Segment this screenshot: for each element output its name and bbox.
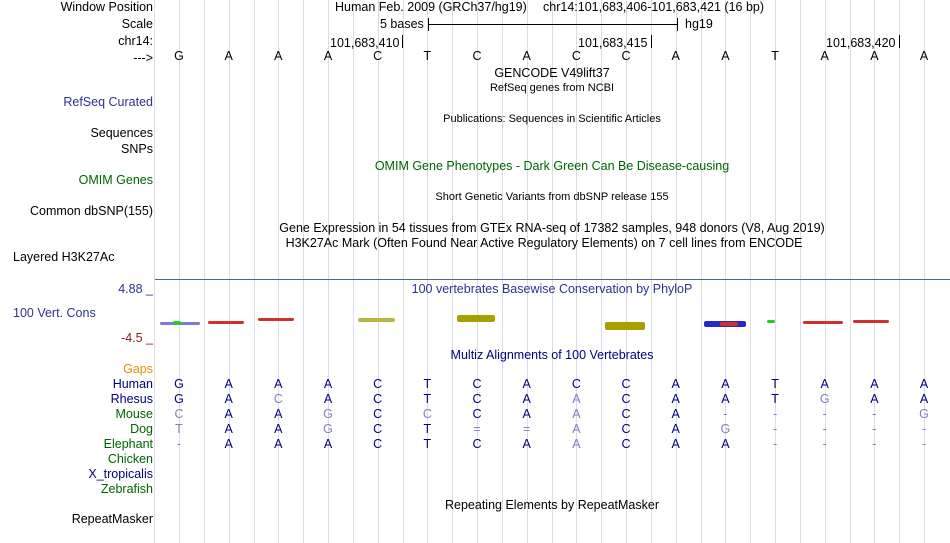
gaps-track-label[interactable]: Gaps <box>123 362 153 376</box>
alignment-base-elephant: C <box>373 437 383 451</box>
grid-line <box>229 0 230 543</box>
grid-line <box>750 0 751 543</box>
alignment-base-elephant: A <box>721 437 730 451</box>
alignment-base-mouse: G <box>323 407 333 421</box>
alignment-base-rhesus: T <box>771 392 779 406</box>
alignment-base-mouse: C <box>472 407 482 421</box>
chrom-label: chr14: <box>118 34 153 48</box>
alignment-base-elephant: C <box>621 437 631 451</box>
scale-bar-right-tick <box>677 18 678 31</box>
scale-bar <box>428 24 677 25</box>
alignment-base-human: C <box>571 377 581 391</box>
alignment-base-elephant: - <box>176 437 182 451</box>
base-letter: A <box>919 49 929 63</box>
alignment-base-rhesus: A <box>323 392 333 406</box>
repeatmasker-track-label[interactable]: RepeatMasker <box>71 512 153 526</box>
alignment-base-dog: T <box>423 422 432 436</box>
alignment-base-rhesus: C <box>472 392 482 406</box>
position-label: chr14:101,683,406-101,683,421 (16 bp) <box>543 0 765 14</box>
alignment-base-mouse: A <box>671 407 680 421</box>
phylop-min-label: -4.5 _ <box>121 331 153 345</box>
grid-line <box>204 0 205 543</box>
species-label-chicken[interactable]: Chicken <box>107 452 153 466</box>
alignment-base-elephant: T <box>423 437 432 451</box>
scale-label: Scale <box>121 17 153 31</box>
phylop-track-desc: 100 vertebrates Basewise Conservation by PhyloP <box>411 282 693 296</box>
grid-line <box>278 0 279 543</box>
alignment-base-human: G <box>174 377 184 391</box>
coordinate-tick-3 <box>899 35 900 48</box>
track-labels <box>0 0 153 543</box>
base-letter: A <box>721 49 730 63</box>
repeatmasker-track-desc: Repeating Elements by RepeatMasker <box>444 498 660 512</box>
sequences-track-label[interactable]: Sequences <box>90 126 153 140</box>
alignment-base-elephant: A <box>274 437 283 451</box>
alignment-base-mouse: - <box>822 407 827 421</box>
alignment-base-rhesus: A <box>721 392 730 406</box>
omim-track-label[interactable]: OMIM Genes <box>78 173 153 187</box>
assembly-label: Human Feb. 2009 (GRCh37/hg19) <box>335 0 527 14</box>
alignment-base-elephant: - <box>872 437 877 451</box>
scale-bar-left-tick <box>428 18 429 31</box>
alignment-base-mouse: - <box>723 407 728 421</box>
grid-line <box>899 0 900 543</box>
base-letter: C <box>472 49 482 63</box>
base-letter: A <box>323 49 333 63</box>
alignment-base-mouse: - <box>872 407 877 421</box>
alignment-base-mouse: C <box>621 407 631 421</box>
alignment-base-elephant: A <box>671 437 680 451</box>
alignment-base-rhesus: A <box>224 392 233 406</box>
grid-line <box>154 0 155 543</box>
alignment-base-dog: - <box>822 422 827 436</box>
omim-track-desc: OMIM Gene Phenotypes - Dark Green Can Be Disease-causing <box>374 159 730 173</box>
grid-line <box>626 0 627 543</box>
grid-line <box>427 0 428 543</box>
alignment-base-mouse: A <box>522 407 531 421</box>
h3k27ac-baseline <box>155 279 950 280</box>
coordinate-tick-1 <box>402 35 403 48</box>
grid-line <box>303 0 304 543</box>
grid-line <box>725 0 726 543</box>
base-letter: T <box>771 49 779 63</box>
alignment-base-mouse: A <box>572 407 581 421</box>
alignment-base-dog: = <box>473 422 481 436</box>
grid-line <box>651 0 652 543</box>
alignment-base-rhesus: C <box>273 392 283 406</box>
grid-line <box>477 0 478 543</box>
alignment-base-dog: A <box>274 422 283 436</box>
alignment-base-rhesus: A <box>870 392 879 406</box>
window-position-label: Window Position <box>60 0 153 14</box>
alignment-base-human: T <box>771 377 779 391</box>
h3k27ac-track-label[interactable]: Layered H3K27Ac <box>13 250 115 264</box>
grid-line <box>254 0 255 543</box>
alignment-base-dog: - <box>872 422 877 436</box>
alignment-base-rhesus: T <box>423 392 432 406</box>
alignment-base-mouse: C <box>373 407 383 421</box>
alignment-base-rhesus: A <box>572 392 581 406</box>
alignment-base-human: C <box>621 377 631 391</box>
refseq-track-label[interactable]: RefSeq Curated <box>63 95 153 109</box>
grid-line <box>353 0 354 543</box>
alignment-base-rhesus: C <box>373 392 383 406</box>
alignment-base-rhesus: G <box>174 392 184 406</box>
coordinate-2: 101,683,415 <box>578 36 648 50</box>
grid-line <box>403 0 404 543</box>
coordinate-3: 101,683,420 <box>826 36 896 50</box>
alignment-base-human: A <box>671 377 680 391</box>
base-letter: A <box>671 49 680 63</box>
grid-line <box>179 0 180 543</box>
species-label-dog[interactable]: Dog <box>130 422 153 436</box>
scale-bar-text: 5 bases <box>380 17 424 31</box>
grid-line <box>328 0 329 543</box>
grid-line <box>701 0 702 543</box>
base-letter: G <box>174 49 184 63</box>
alignment-base-dog: G <box>323 422 333 436</box>
refseq-track-desc: RefSeq genes from NCBI <box>489 82 615 94</box>
alignment-base-human: A <box>522 377 531 391</box>
alignment-base-dog: A <box>224 422 233 436</box>
alignment-base-mouse: - <box>772 407 778 421</box>
base-letter: A <box>522 49 531 63</box>
alignment-base-human: C <box>472 377 482 391</box>
base-letter: A <box>870 49 879 63</box>
alignment-base-rhesus: G <box>819 392 830 406</box>
alignment-base-human: A <box>919 377 929 391</box>
alignment-base-elephant: - <box>921 437 927 451</box>
alignment-base-rhesus: A <box>522 392 531 406</box>
alignment-base-human: A <box>721 377 730 391</box>
strand-label: ---> <box>133 51 153 65</box>
alignment-base-elephant: A <box>323 437 333 451</box>
h3k27ac-track-desc: H3K27Ac Mark (Often Found Near Active Regulatory Elements) on 7 cell lines from ENCODE <box>285 236 803 250</box>
species-label-x_tropicalis[interactable]: X_tropicalis <box>88 467 153 481</box>
base-letter: A <box>274 49 283 63</box>
species-label-rhesus[interactable]: Rhesus <box>110 392 153 406</box>
alignment-base-rhesus: C <box>621 392 631 406</box>
base-letter: A <box>224 49 233 63</box>
alignment-base-rhesus: A <box>671 392 680 406</box>
phylop-track-label[interactable]: 100 Vert. Cons <box>13 306 96 320</box>
snps-track-label[interactable]: SNPs <box>121 142 153 156</box>
scale-db-label: hg19 <box>685 17 713 31</box>
grid-line <box>800 0 801 543</box>
alignment-base-human: C <box>373 377 383 391</box>
base-letter: C <box>373 49 383 63</box>
alignment-base-dog: - <box>921 422 927 436</box>
alignment-base-elephant: C <box>472 437 482 451</box>
alignment-base-human: T <box>423 377 432 391</box>
publications-track-desc: Publications: Sequences in Scientific Articles <box>443 113 661 125</box>
grid-line <box>924 0 925 543</box>
grid-line <box>825 0 826 543</box>
base-letter: A <box>820 49 829 63</box>
grid-line <box>452 0 453 543</box>
species-label-mouse[interactable]: Mouse <box>115 407 153 421</box>
alignment-base-elephant: - <box>772 437 778 451</box>
gtex-track-desc: Gene Expression in 54 tissues from GTEx RNA-seq of 17382 samples, 948 donors (V8, Aug 2019) <box>279 221 825 235</box>
gencode-track-title[interactable]: GENCODE V49lift37 <box>494 66 610 80</box>
alignment-base-human: A <box>323 377 333 391</box>
alignment-base-dog: C <box>373 422 383 436</box>
alignment-base-dog: C <box>621 422 631 436</box>
grid-line <box>775 0 776 543</box>
alignment-base-elephant: A <box>224 437 233 451</box>
alignment-base-mouse: A <box>274 407 283 421</box>
species-label-elephant[interactable]: Elephant <box>103 437 153 451</box>
grid-line <box>676 0 677 543</box>
alignment-base-dog: - <box>772 422 778 436</box>
alignment-base-elephant: A <box>522 437 531 451</box>
alignment-base-mouse: C <box>422 407 432 421</box>
alignment-base-human: A <box>820 377 829 391</box>
alignment-base-mouse: A <box>224 407 233 421</box>
alignment-base-human: A <box>224 377 233 391</box>
species-label-zebrafish[interactable]: Zebrafish <box>100 482 153 496</box>
alignment-base-mouse: G <box>919 407 929 421</box>
alignment-base-dog: T <box>175 422 183 436</box>
alignment-base-human: A <box>274 377 283 391</box>
alignment-base-dog: A <box>572 422 581 436</box>
alignment-base-elephant: - <box>822 437 827 451</box>
multiz-track-desc: Multiz Alignments of 100 Vertebrates <box>450 348 654 362</box>
phylop-max-label: 4.88 _ <box>118 282 153 296</box>
alignment-base-elephant: A <box>572 437 581 451</box>
grid-line <box>850 0 851 543</box>
alignment-base-dog: = <box>523 422 531 436</box>
base-letter: T <box>423 49 432 63</box>
base-letter: C <box>621 49 631 63</box>
grid-line <box>378 0 379 543</box>
browser-track-area[interactable] <box>155 0 950 543</box>
coordinate-tick-2 <box>651 35 652 48</box>
grid-line <box>874 0 875 543</box>
coordinate-1: 101,683,410 <box>330 36 400 50</box>
dbsnp-track-label[interactable]: Common dbSNP(155) <box>30 204 153 218</box>
alignment-base-dog: A <box>671 422 680 436</box>
alignment-base-rhesus: A <box>919 392 929 406</box>
alignment-base-human: A <box>870 377 879 391</box>
base-letter: C <box>571 49 581 63</box>
alignment-base-mouse: C <box>174 407 184 421</box>
dbsnp-track-desc: Short Genetic Variants from dbSNP release 155 <box>435 191 669 203</box>
alignment-base-dog: G <box>720 422 731 436</box>
species-label-human[interactable]: Human <box>112 377 153 391</box>
